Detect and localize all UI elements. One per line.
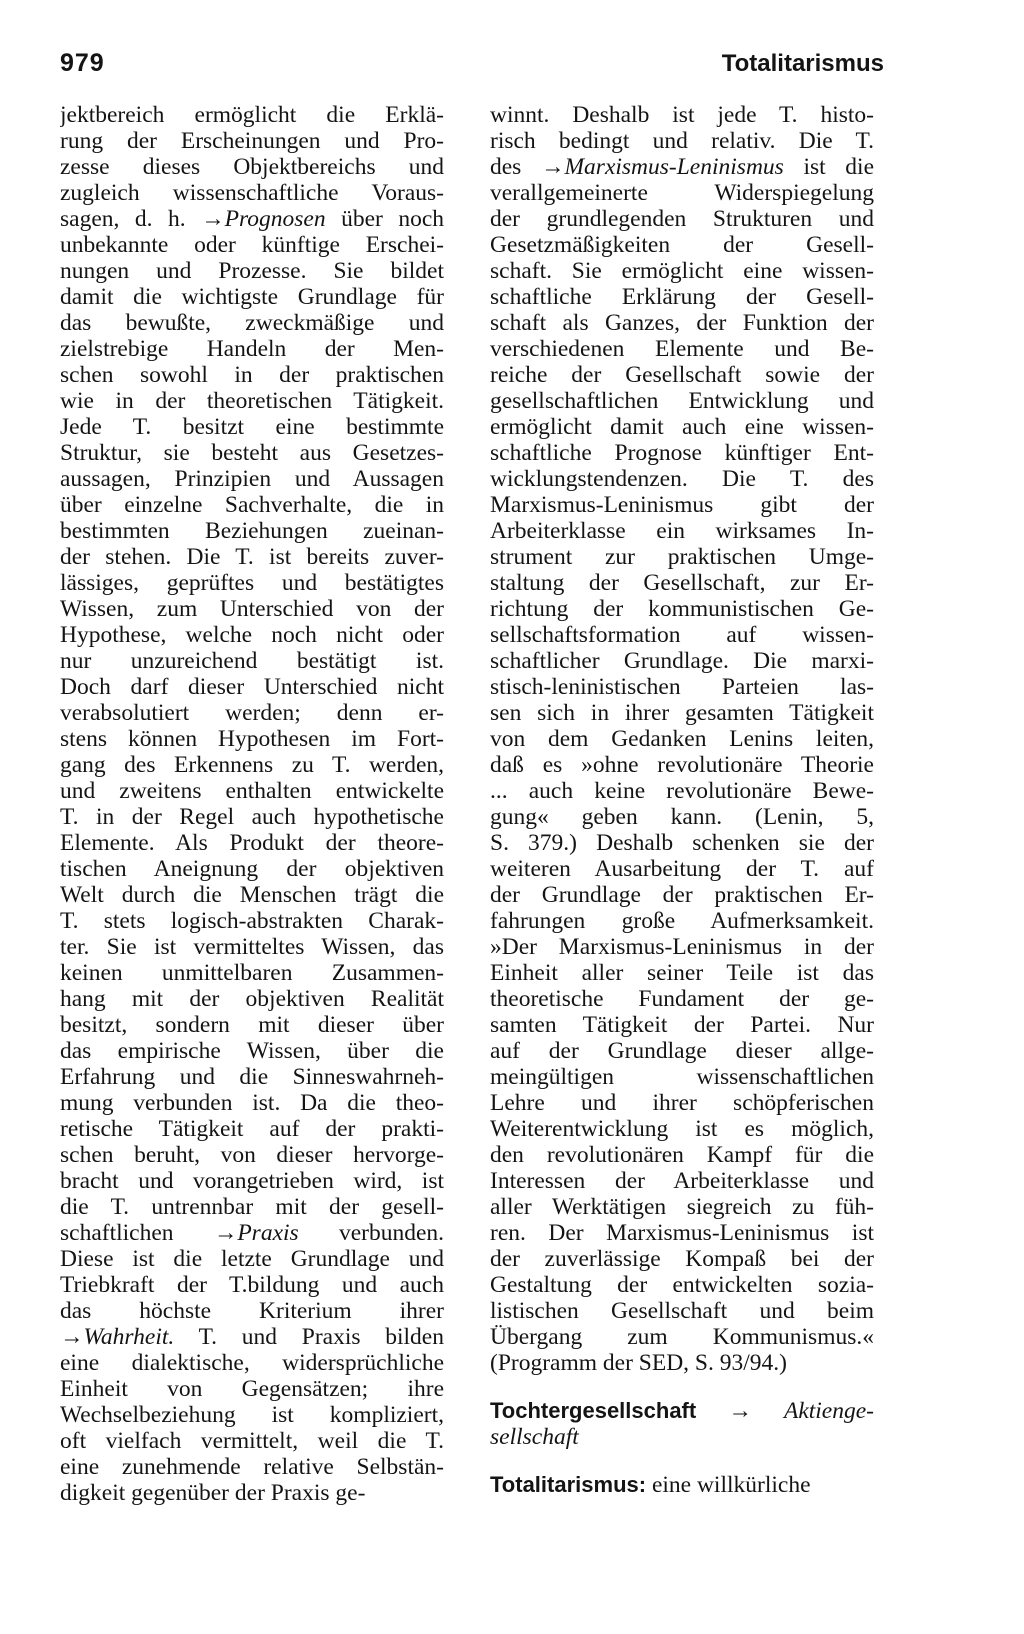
text-line: staltung der Gesellschaft, zur Er- [490,570,874,596]
text-line: Einheit von Gegensätzen; ihre [60,1376,444,1402]
text-line: das höchste Kriterium ihrer [60,1298,444,1324]
text-line: der zuverlässige Kompaß bei der [490,1246,874,1272]
text-line: schaftliche Erklärung der Gesell- [490,284,874,310]
text-line: nungen und Prozesse. Sie bildet [60,258,444,284]
right-column [490,102,874,1498]
text-line: keinen unmittelbaren Zusammen- [60,960,444,986]
entry-tochtergesellschaft [490,1398,874,1450]
text-line: zesse dieses Objektbereichs und [60,154,444,180]
text-line [490,154,874,180]
text-line [60,206,444,232]
text-line: aussagen, Prinzipien und Aussagen [60,466,444,492]
running-head: Totalitarismus [721,50,884,77]
arrow-icon: → [728,1398,752,1424]
text-line: »Der Marxismus-Leninismus in der [490,934,874,960]
text-line: theoretische Fundament der ge- [490,986,874,1012]
entry-text: eine willkürliche [646,1472,811,1498]
text-line: digkeit gegenüber der Praxis ge- [60,1480,366,1506]
cross-reference-link[interactable]: sellschaft [490,1424,579,1450]
arrow-icon: → [60,1324,84,1350]
text-line: schen beruht, von dieser hervorge- [60,1142,444,1168]
text-line: fahrungen große Aufmerksamkeit. [490,908,874,934]
text-line: gung« geben kann. (Lenin, 5, [490,804,874,830]
text-line: besitzt, sondern mit dieser über [60,1012,444,1038]
text-line: samten Tätigkeit der Partei. Nur [490,1012,874,1038]
text-line: ter. Sie ist vermitteltes Wissen, das [60,934,444,960]
text-line: aller Werktätigen siegreich zu füh- [490,1194,874,1220]
text-line: Marxismus-Leninismus gibt der [490,492,874,518]
text-line: tischen Aneignung der objektiven [60,856,444,882]
text-line: über einzelne Sachverhalte, die in [60,492,444,518]
text-line: schaft. Sie ermöglicht eine wissen- [490,258,874,284]
text-fragment: schaftlichen [60,1220,214,1246]
text-line: das bewußte, zweckmäßige und [60,310,444,336]
text-line: Doch darf dieser Unterschied nicht [60,674,444,700]
text-line: Übergang zum Kommunismus.« [490,1324,874,1350]
text-fragment: über noch [325,206,444,232]
entry-line [490,1472,874,1498]
text-line [60,1220,444,1246]
cross-reference-link[interactable]: Marxismus-Leninismus [564,154,784,180]
text-line: Wechselbeziehung ist kompliziert, [60,1402,444,1428]
text-line: meingültigen wissenschaftlichen [490,1064,874,1090]
cross-reference-link[interactable]: Prognosen [224,206,326,232]
text-line: retische Tätigkeit auf der prakti- [60,1116,444,1142]
entry-gap [490,1376,874,1398]
text-line: eine zunehmende relative Selbstän- [60,1454,444,1480]
text-line: Wissen, zum Unterschied von der [60,596,444,622]
text-line: verabsolutiert werden; denn er- [60,700,444,726]
text-line: listischen Gesellschaft und beim [490,1298,874,1324]
text-line: der stehen. Die T. ist bereits zuver- [60,544,444,570]
text-line: eine dialektische, widersprüchliche [60,1350,444,1376]
text-line: nur unzureichend bestätigt ist. [60,648,444,674]
text-line: rung der Erscheinungen und Pro- [60,128,444,154]
text-line: die T. untrennbar mit der gesell- [60,1194,444,1220]
arrow-icon: → [201,206,225,232]
text-line [60,1324,444,1350]
text-line: mung verbunden ist. Da die theo- [60,1090,444,1116]
text-line: ren. Der Marxismus-Leninismus ist [490,1220,874,1246]
text-line: T. stets logisch-abstrakten Charak- [60,908,444,934]
text-line: schaftliche Prognose künftiger Ent- [490,440,874,466]
entry-totalitarismus [490,1472,874,1498]
text-line: wicklungstendenzen. Die T. des [490,466,874,492]
text-fragment: sagen, d. h. [60,206,202,232]
text-line: Einheit aller seiner Teile ist das [490,960,874,986]
text-line: Welt durch die Menschen trägt die [60,882,444,908]
text-line: Weiterentwicklung ist es möglich, [490,1116,874,1142]
text-fragment: ist die [783,154,874,180]
text-line: Lehre und ihrer schöpferischen [490,1090,874,1116]
text-line: Gesetzmäßigkeiten der Gesell- [490,232,874,258]
text-line: ... auch keine revolutionäre Bewe- [490,778,874,804]
entry-line [490,1424,874,1450]
text-line: sellschaftsformation auf wissen- [490,622,874,648]
text-line: jektbereich ermöglicht die Erklä- [60,102,444,128]
text-line: und zweitens enthalten entwickelte [60,778,444,804]
text-line: Arbeiterklasse ein wirksames In- [490,518,874,544]
text-line: bestimmten Beziehungen zueinan- [60,518,444,544]
text-line: sen sich in ihrer gesamten Tätigkeit [490,700,874,726]
page-number: 979 [60,49,105,77]
text-line: unbekannte oder künftige Erschei- [60,232,444,258]
entry-lemma: Totalitarismus: [490,1472,647,1497]
text-line: lässiges, geprüftes und bestätigtes [60,570,444,596]
text-line: schaftlicher Grundlage. Die marxi- [490,648,874,674]
entry-gap [490,1450,874,1472]
entry-line [490,1398,874,1424]
text-fragment: des [490,154,541,180]
text-line: Gestaltung der entwickelten sozia- [490,1272,874,1298]
text-line: strument zur praktischen Umge- [490,544,874,570]
text-line: S. 379.) Deshalb schenken sie der [490,830,874,856]
text-line: Elemente. Als Produkt der theore- [60,830,444,856]
text-line: schen sowohl in der praktischen [60,362,444,388]
text-line: reiche der Gesellschaft sowie der [490,362,874,388]
text-line: der grundlegenden Strukturen und [490,206,874,232]
text-line: der Grundlage der praktischen Er- [490,882,874,908]
text-line: winnt. Deshalb ist jede T. histo- [490,102,874,128]
text-line: daß es »ohne revolutionäre Theorie [490,752,874,778]
text-line: schaft als Ganzes, der Funktion der [490,310,874,336]
cross-reference-link[interactable]: Wahrheit. [83,1324,175,1350]
text-line: bracht und vorangetrieben wird, ist [60,1168,444,1194]
text-fragment: T. und Praxis bilden [174,1324,444,1350]
text-line: Erfahrung und die Sinneswahrneh- [60,1064,444,1090]
text-line: Hypothese, welche noch nicht oder [60,622,444,648]
arrow-icon: → [540,154,565,180]
text-line: zugleich wissenschaftliche Voraus- [60,180,444,206]
text-line: damit die wichtigste Grundlage für [60,284,444,310]
text-line: den revolutionären Kampf für die [490,1142,874,1168]
text-line: stens können Hypothesen im Fort- [60,726,444,752]
text-line: Jede T. besitzt eine bestimmte [60,414,444,440]
cross-reference-link[interactable]: Praxis [237,1220,299,1246]
text-line: ermöglicht damit auch eine wissen- [490,414,874,440]
text-line: Diese ist die letzte Grundlage und [60,1246,444,1272]
text-line: das empirische Wissen, über die [60,1038,444,1064]
arrow-icon: → [213,1220,238,1246]
text-fragment: verbunden. [298,1220,444,1246]
text-line: richtung der kommunistischen Ge- [490,596,874,622]
text-line: (Programm der SED, S. 93/94.) [490,1350,787,1376]
text-line: T. in der Regel auch hypothetische [60,804,444,830]
text-line: zielstrebige Handeln der Men- [60,336,444,362]
text-line: Triebkraft der T.bildung und auch [60,1272,444,1298]
text-line: verschiedenen Elemente und Be- [490,336,874,362]
cross-reference-link[interactable]: Aktienge- [783,1398,874,1424]
text-line: verallgemeinerte Widerspiegelung [490,180,874,206]
text-line: oft vielfach vermittelt, weil die T. [60,1428,444,1454]
text-line: hang mit der objektiven Realität [60,986,444,1012]
text-line: gesellschaftlichen Entwicklung und [490,388,874,414]
text-line: auf der Grundlage dieser allge- [490,1038,874,1064]
text-line: stisch-leninistischen Parteien las- [490,674,874,700]
text-line: wie in der theoretischen Tätigkeit. [60,388,444,414]
text-line: Interessen der Arbeiterklasse und [490,1168,874,1194]
left-column [60,102,444,1506]
right-column-body [490,102,874,1376]
text-line: gang des Erkennens zu T. werden, [60,752,444,778]
text-line: Struktur, sie besteht aus Gesetzes- [60,440,444,466]
text-line: von dem Gedanken Lenins leiten, [490,726,874,752]
text-line: risch bedingt und relativ. Die T. [490,128,874,154]
entry-lemma: Tochtergesellschaft [490,1398,697,1423]
text-line: weiteren Ausarbeitung der T. auf [490,856,874,882]
